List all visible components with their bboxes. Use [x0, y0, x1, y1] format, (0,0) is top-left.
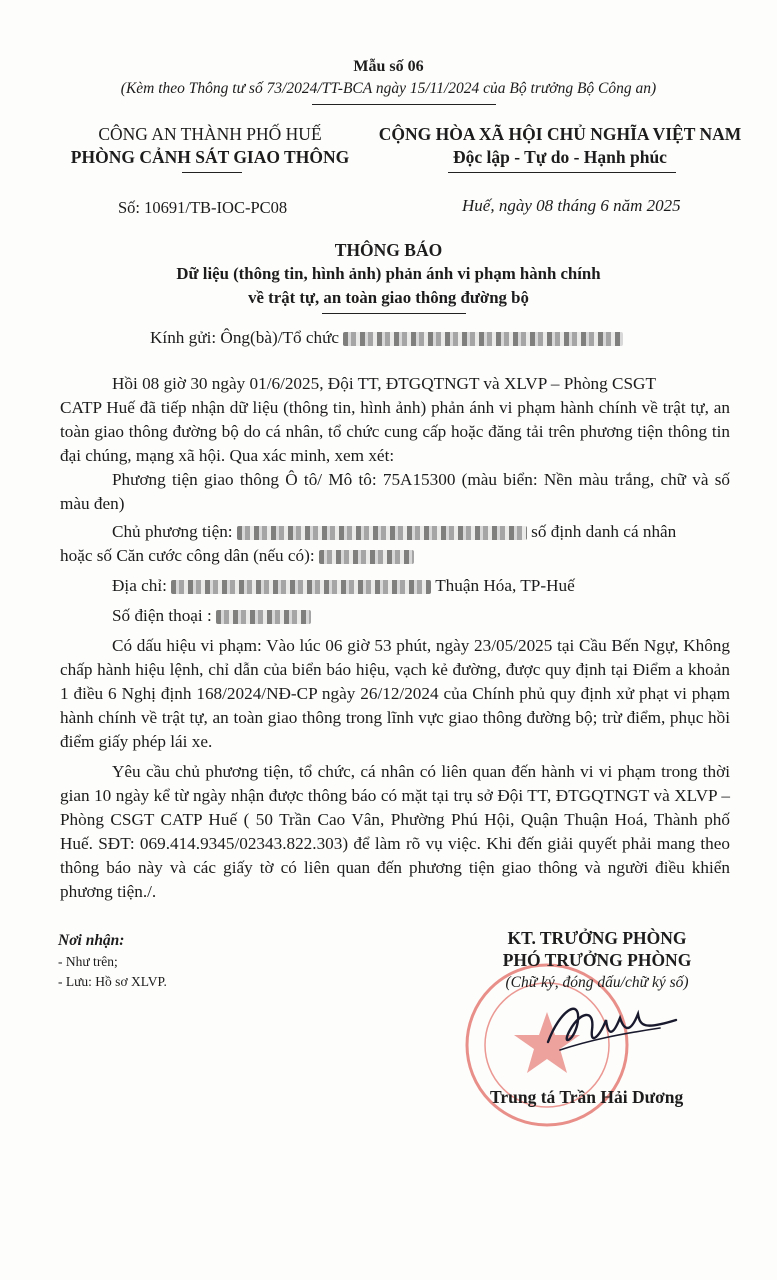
divider: [448, 172, 676, 173]
recipient-item: - Như trên;: [58, 954, 118, 969]
owner-label: Chủ phương tiện:: [112, 522, 233, 541]
agency-line2: PHÒNG CẢNH SÁT GIAO THÔNG: [70, 147, 350, 167]
divider: [322, 313, 466, 314]
address-info: [60, 574, 730, 598]
notice-subtitle-1: Dữ liệu (thông tin, hình ảnh) phản ánh vi phạm hành chính: [176, 264, 601, 283]
divider: [312, 104, 496, 105]
country-line2: Độc lập - Tự do - Hạnh phúc: [453, 147, 667, 167]
owner-id-label-2: hoặc số Căn cước công dân (nếu có):: [60, 546, 315, 565]
violation-paragraph: Có dấu hiệu vi phạm: Vào lúc 06 giờ 53 phút, ngày 23/05/2025 tại Cầu Bến Ngự, Không chấp hành hiệu lệnh, chỉ dẫn của biển báo hiệu, vạch kẻ đường, được quy định tại Điểm a khoản 1 điều 6 Nghị định 168/2024/NĐ-CP ngày 26/12/2024 của Chính phủ quy định xử phạt vi phạm hành chính về trật tự, an toàn giao thông trong lĩnh vực giao thông đường bộ; trừ điểm, phục hồi điểm giấy phép lái xe.: [60, 636, 730, 751]
phone-label: Số điện thoại :: [112, 606, 212, 625]
redacted-owner: [237, 526, 527, 540]
request-paragraph: Yêu cầu chủ phương tiện, tổ chức, cá nhân có liên quan đến hành vi vi phạm trong thời gian 10 ngày kể từ ngày nhận được thông báo có mặt tại trụ sở Đội TT, ĐTGQTNGT và XLVP – Phòng CSGT CATP Huế ( 50 Trần Cao Vân, Phường Phú Hội, Quận Thuận Hoá, Thành phố Huế. SĐT: 069.414.9345/02343.822.303) để làm rõ vụ việc. Khi đến giải quyết phải mang theo thông báo này và các giấy tờ có liên quan đến phương tiện giao thông và người điều khiển phương tiện./.: [60, 762, 730, 901]
sign-title-2: PHÓ TRƯỞNG PHÒNG: [502, 950, 692, 970]
recipient-label: Kính gửi: Ông(bà)/Tổ chức: [150, 328, 340, 347]
country-line1: CỘNG HÒA XÃ HỘI CHỦ NGHĨA VIỆT NAM: [378, 124, 742, 144]
notice-subtitle-2: về trật tự, an toàn giao thông đường bộ: [248, 288, 529, 307]
address-label: Địa chỉ:: [112, 576, 167, 595]
signature: [540, 990, 680, 1060]
agency-line1: CÔNG AN THÀNH PHỐ HUẾ: [98, 124, 322, 144]
signer-name: Trung tá Trần Hải Dương: [490, 1087, 684, 1107]
recipients-title: Nơi nhận:: [58, 932, 125, 949]
intro-rest: CATP Huế đã tiếp nhận dữ liệu (thông tin, hình ảnh) phản ánh vi phạm hành chính về trật tự, an toàn giao thông đường bộ do cá nhân, tổ chức cung cấp hoặc đăng tải trên phương tiện thông tin đại chúng, mạng xã hội. Qua xác minh, xem xét:: [60, 398, 730, 465]
address-tail: Thuận Hóa, TP-Huế: [435, 576, 575, 595]
notice-title: THÔNG BÁO: [334, 240, 443, 260]
recipient-item: - Lưu: Hồ sơ XLVP.: [58, 974, 167, 989]
redacted-address: [171, 580, 431, 594]
form-number: Mẫu số 06: [353, 58, 424, 75]
phone-info: [60, 604, 730, 628]
owner-id-label: số định danh cá nhân: [531, 522, 677, 541]
redacted-recipient: [343, 332, 623, 346]
sign-title-1: KT. TRƯỞNG PHÒNG: [507, 928, 687, 948]
intro-paragraph: [60, 372, 730, 468]
recipient-line: [150, 328, 623, 348]
form-note: (Kèm theo Thông tư số 73/2024/TT-BCA ngày 15/11/2024 của Bộ trưởng Bộ Công an): [120, 80, 657, 97]
document-number: Số: 10691/TB-IOC-PC08: [118, 198, 288, 217]
intro-line-1: Hồi 08 giờ 30 ngày 01/6/2025, Đội TT, ĐTGQTNGT và XLVP – Phòng CSGT: [112, 374, 656, 393]
divider: [182, 172, 242, 173]
redacted-phone: [216, 610, 311, 624]
vehicle-info: Phương tiện giao thông Ô tô/ Mô tô: 75A15300 (màu biển: Nền màu trắng, chữ và số màu đen): [60, 470, 730, 513]
sign-note: (Chữ ký, đóng dấu/chữ ký số): [505, 974, 689, 991]
owner-info: [60, 520, 730, 568]
redacted-id: [319, 550, 414, 564]
place-date: Huế, ngày 08 tháng 6 năm 2025: [462, 196, 681, 215]
